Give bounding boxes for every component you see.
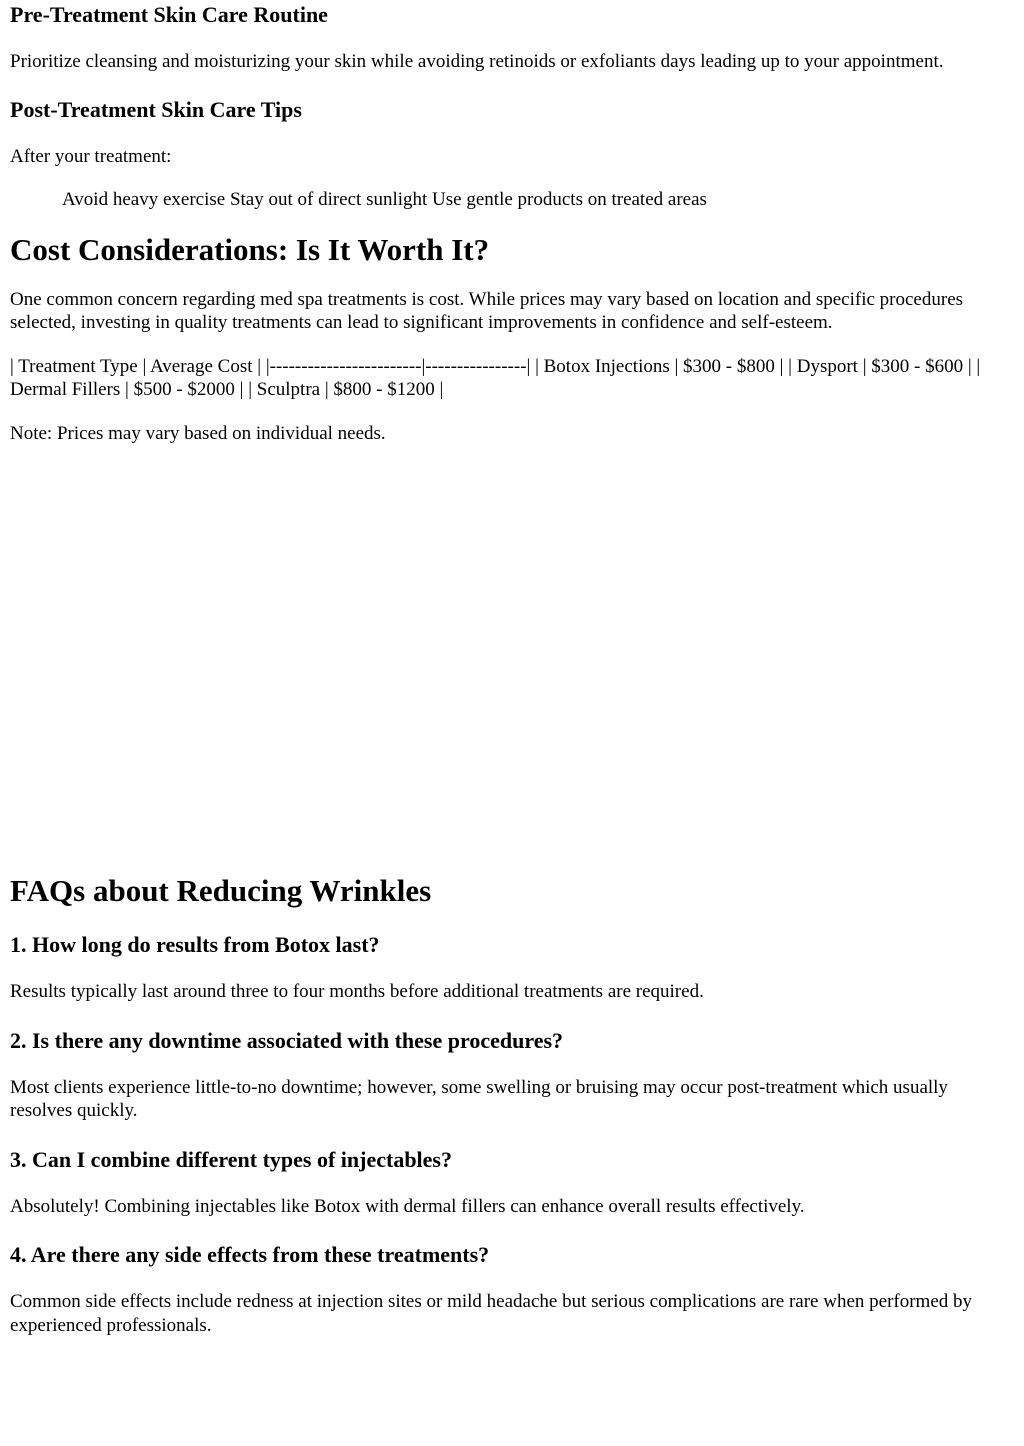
post-treatment-tips: Avoid heavy exercise Stay out of direct sunlight Use gentle products on treated areas: [62, 189, 707, 210]
cost-heading: Cost Considerations: Is It Worth It?: [10, 231, 490, 267]
pre-treatment-heading: Pre-Treatment Skin Care Routine: [10, 2, 328, 27]
faq-answer: Common side effects include redness at injection sites or mild headache but serious complications are rare when performed by experienced professionals.: [10, 1291, 973, 1336]
faq-answer: Absolutely! Combining injectables like Botox with dermal fillers can enhance overall results effectively.: [10, 1195, 805, 1217]
cost-paragraph: One common concern regarding med spa treatments is cost. While prices may vary based on location and specific procedures selected, investing in quality treatments can lead to significant improvements in confidence and self-esteem.: [10, 288, 964, 333]
faq-question: 3. Can I combine different types of injectables?: [10, 1146, 452, 1172]
price-note: Note: Prices may vary based on individual needs.: [10, 422, 386, 444]
faq-question: 1. How long do results from Botox last?: [10, 932, 380, 957]
post-treatment-heading: Post-Treatment Skin Care Tips: [10, 96, 302, 122]
blank-space: [10, 445, 1010, 873]
faq-question: 2. Is there any downtime associated with these procedures?: [10, 1027, 564, 1053]
faq-question: 4. Are there any side effects from these treatments?: [10, 1242, 490, 1267]
faq-heading: FAQs about Reducing Wrinkles: [10, 873, 432, 908]
pre-treatment-paragraph: Prioritize cleansing and moisturizing your skin while avoiding retinoids or exfoliants days leading up to your appointment.: [10, 51, 944, 72]
faq-answer: Results typically last around three to four months before additional treatments are required.: [10, 981, 704, 1002]
price-table-text: | Treatment Type | Average Cost | |------------------------|----------------| | Botox Injections | $300 - $800 | | Dysport | $300 - $600 | | Dermal Fillers | $500 - $2000 | | Sculptra | $800 - $1200 |: [10, 355, 981, 400]
article-body: [10, 0, 1010, 1337]
post-treatment-intro: After your treatment:: [10, 145, 172, 167]
faq-answer: Most clients experience little-to-no downtime; however, some swelling or bruising may occur post-treatment which usually resolves quickly.: [10, 1076, 948, 1121]
